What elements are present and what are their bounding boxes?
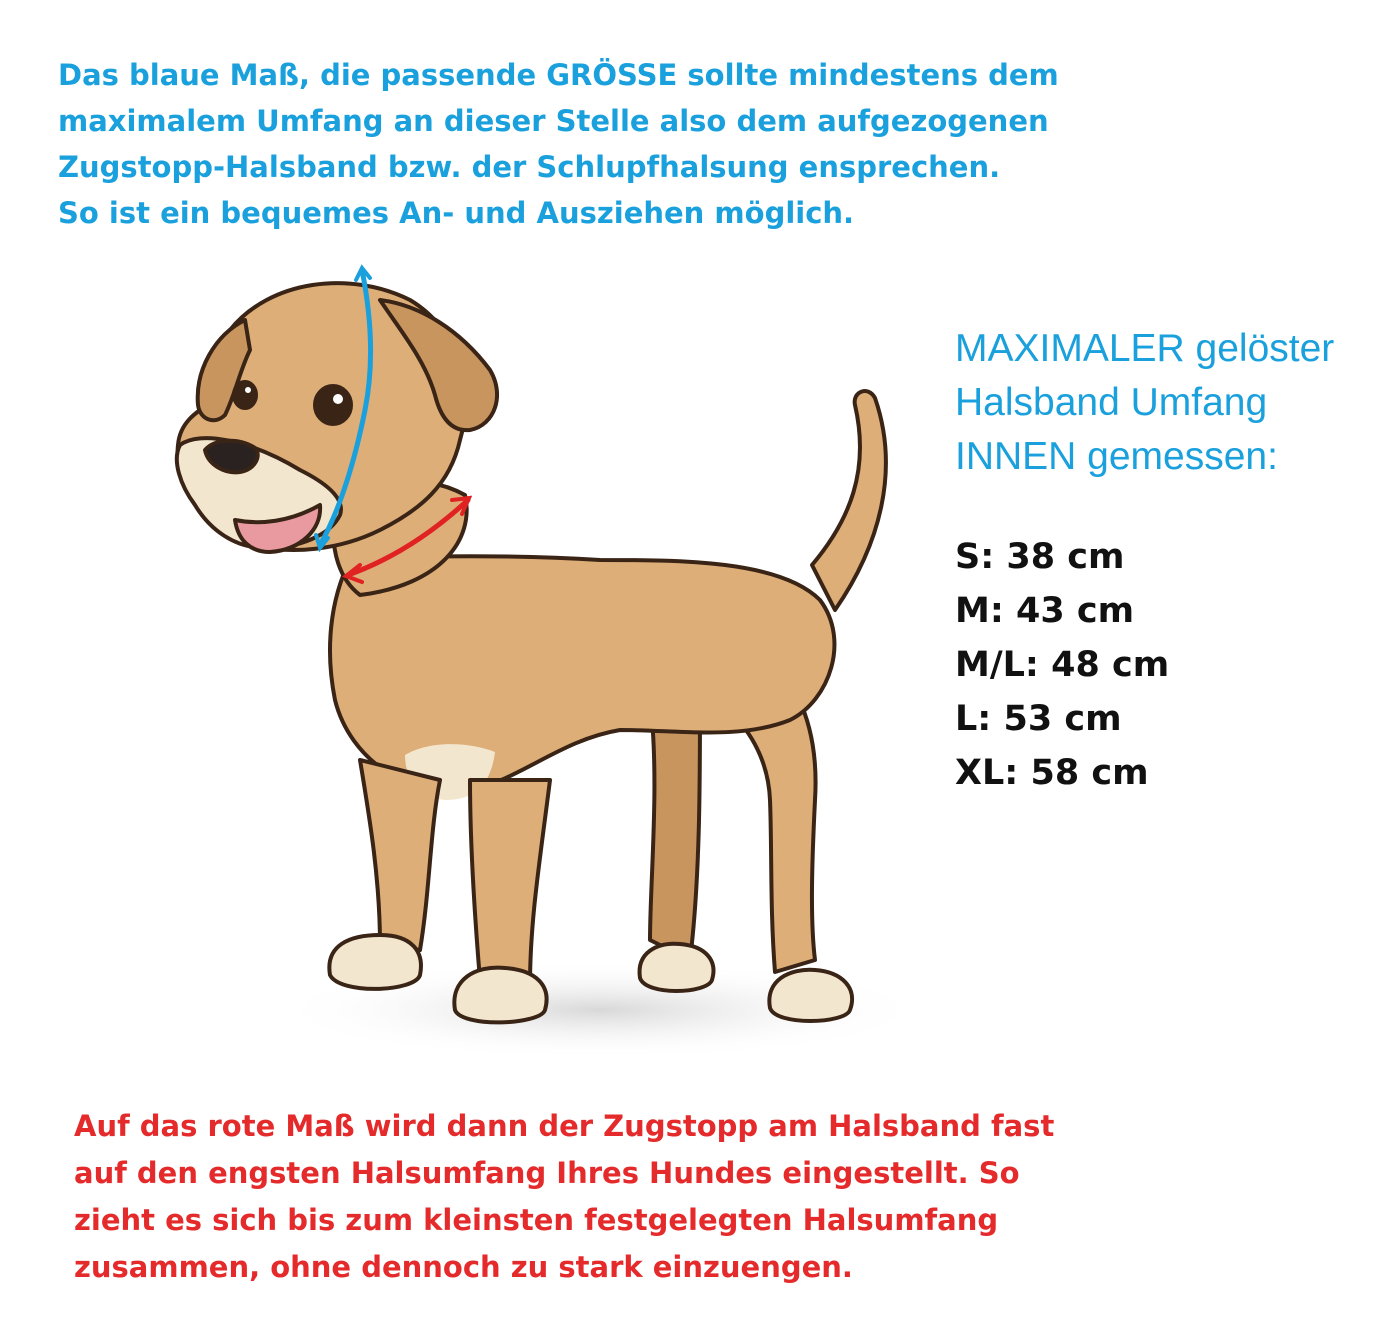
dog-paw (329, 935, 421, 989)
bottom-note-red (74, 1103, 1174, 1291)
dog-front-leg-right (470, 780, 550, 985)
dog-illustration (0, 250, 960, 1070)
max-collar-title (955, 322, 1375, 484)
dog-front-leg-left (360, 760, 440, 950)
bottom-note-line: Auf das rote Maß wird dann der Zugstopp am Halsband fast (74, 1109, 1055, 1143)
top-note-blue (58, 52, 1158, 236)
bottom-note-line: zieht es sich bis zum kleinsten festgelegten Halsumfang (74, 1203, 999, 1237)
max-collar-title-line: Halsband Umfang (955, 381, 1268, 424)
top-note-line: Zugstopp-Halsband bzw. der Schlupfhalsung ensprechen. (58, 150, 1001, 184)
dog-back-leg-left (650, 700, 700, 960)
dog-tail (812, 391, 886, 610)
size-item-l: L: 53 cm (955, 699, 1122, 739)
dog-eye-left (234, 382, 256, 408)
size-item-m: M: 43 cm (955, 591, 1135, 631)
dog-paw (769, 970, 852, 1021)
top-note-line: So ist ein bequemes An- und Ausziehen möglich. (58, 196, 855, 230)
size-list (955, 530, 1355, 800)
dog-eye-right (315, 386, 351, 424)
top-note-line: maximalem Umfang an dieser Stelle also dem aufgezogenen (58, 104, 1049, 138)
size-item-s: S: 38 cm (955, 537, 1125, 577)
bottom-note-line: zusammen, ohne dennoch zu stark einzuengen. (74, 1250, 853, 1284)
size-item-ml: M/L: 48 cm (955, 645, 1170, 685)
dog-paw (640, 944, 714, 991)
top-note-line: Das blaue Maß, die passende GRÖSSE sollte mindestens dem (58, 58, 1059, 92)
dog-paw (454, 968, 546, 1023)
bottom-note-line: auf den engsten Halsumfang Ihres Hundes eingestellt. So (74, 1156, 1020, 1190)
size-item-xl: XL: 58 cm (955, 753, 1149, 793)
max-collar-title-line: MAXIMALER gelöster (955, 327, 1335, 370)
max-collar-title-line: INNEN gemessen: (955, 435, 1278, 478)
